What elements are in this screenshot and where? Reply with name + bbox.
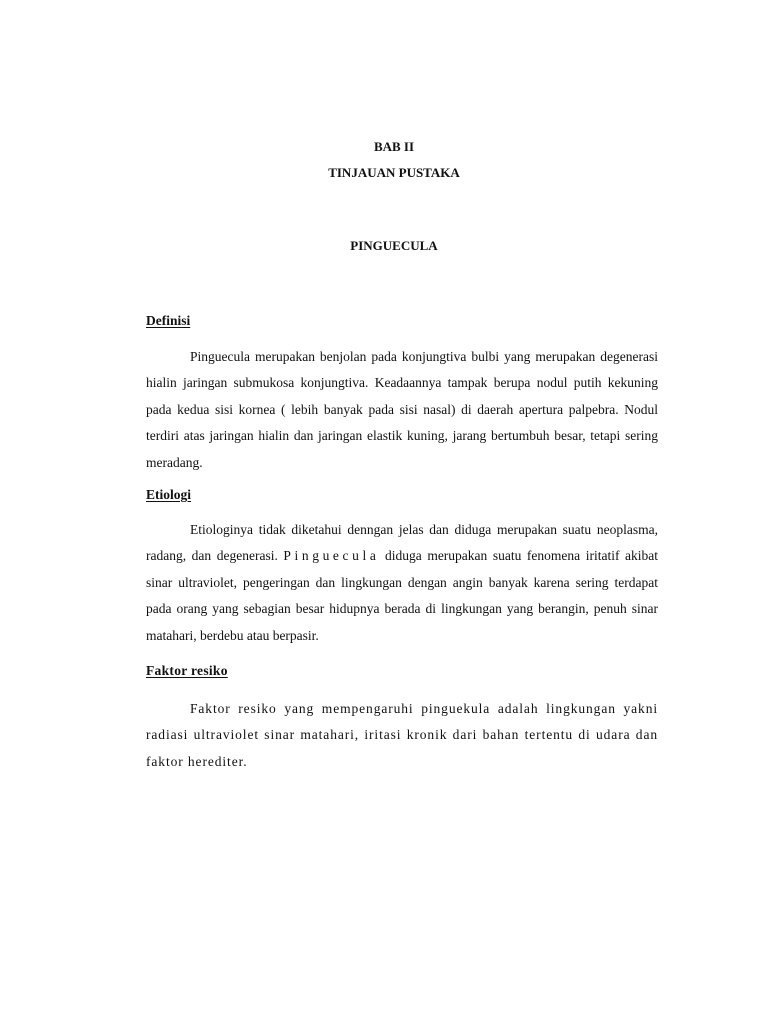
section-heading-etiologi: Etiologi <box>146 487 192 502</box>
section-heading-definisi: Definisi <box>146 313 191 328</box>
section-body-etiologi <box>146 517 658 649</box>
etiologi-text-after: diduga merupakan suatu fenomena iritatif akibat sinar ultraviolet, pengeringan dan lingkungan dengan angin banyak karena sering terdapat pada orang yang sebagian besar hidupnya berada di lingkungan yang berangin, penuh sinar matahari, berdebu atau berpasir. <box>146 548 659 643</box>
etiologi-text-before: Etiologinya tidak diketahui denngan jelas dan diduga merupakan suatu neoplasma, radang, dan degenerasi. <box>146 522 658 564</box>
section-body-definisi <box>146 344 658 476</box>
etiologi-spaced-word: Pinguecula <box>283 548 380 564</box>
paragraph-definisi: Pinguecula merupakan benjolan pada konjungtiva bulbi yang merupakan degenerasi hialin jaringan submukosa konjungtiva. Keadaannya tampak berupa nodul putih kekuning pada kedua sisi kornea ( lebih banyak pada sisi nasal) di daerah apertura palpebra. Nodul terdiri atas jaringan hialin dan jaringan elastik kuning, jarang bertumbuh besar, tetapi sering meradang. <box>146 349 658 470</box>
chapter-subtitle: TINJAUAN PUSTAKA <box>328 165 460 180</box>
chapter-title: BAB II <box>373 139 415 154</box>
section-heading-faktor-resiko: Faktor resiko <box>146 663 228 678</box>
paragraph-faktor-resiko: Faktor resiko yang mempengaruhi pinguekula adalah lingkungan yakni radiasi ultraviolet sinar matahari, iritasi kronik dari bahan tertentu di udara dan faktor herediter. <box>146 701 658 769</box>
section-body-faktor-resiko <box>146 696 658 775</box>
topic-title: PINGUECULA <box>350 238 438 253</box>
paragraph-etiologi <box>146 517 658 649</box>
